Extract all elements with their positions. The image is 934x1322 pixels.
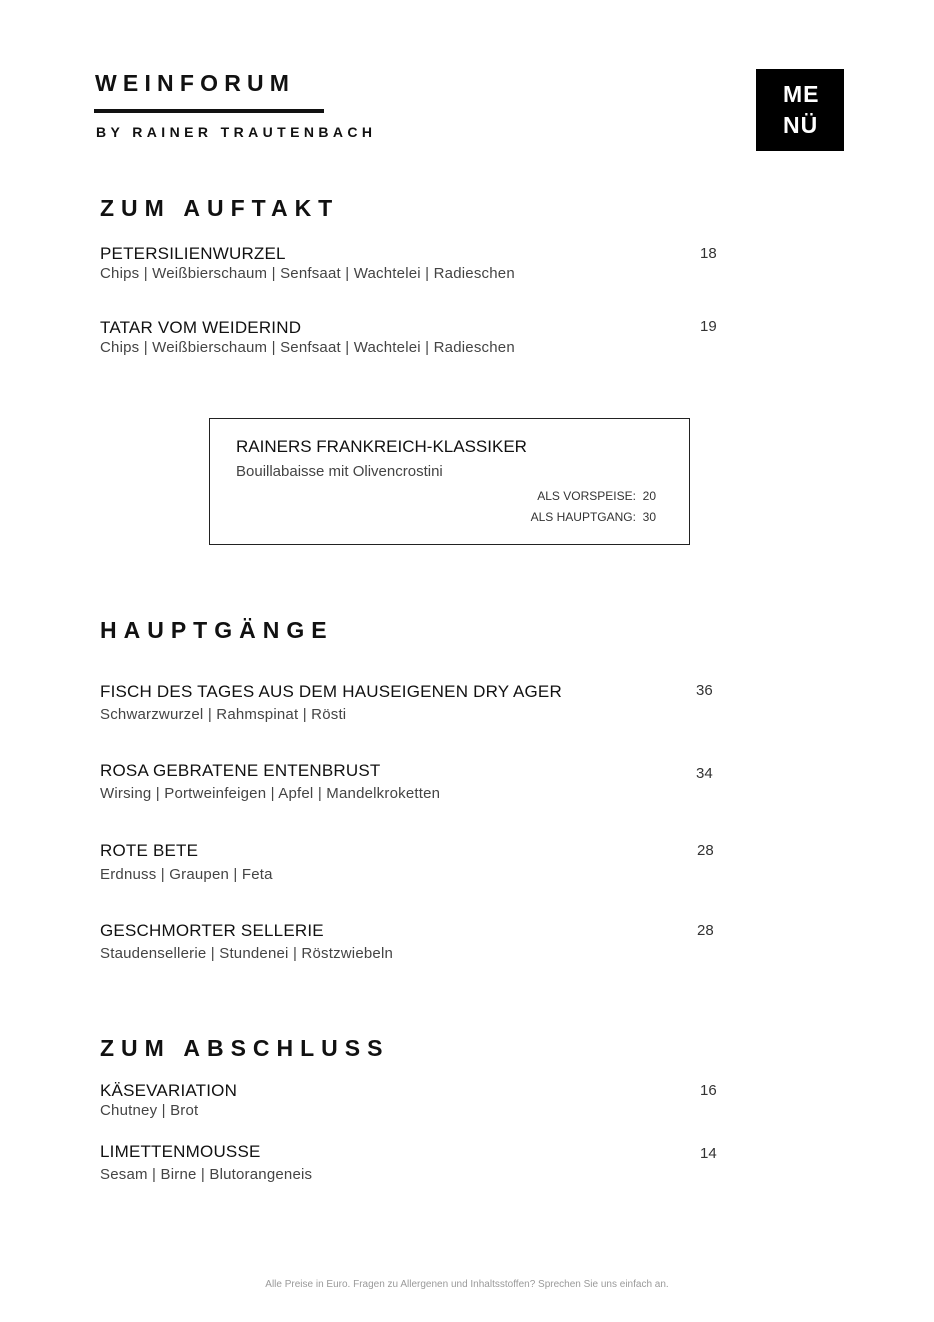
- menu-item-description: Chips | Weißbierschaum | Senfsaat | Wachtelei | Radieschen: [100, 265, 515, 282]
- menu-item-price: 18: [700, 245, 717, 262]
- menu-item-name: KÄSEVARIATION: [100, 1081, 238, 1100]
- special-dish-description: Bouillabaisse mit Olivencrostini: [236, 463, 443, 480]
- menu-item-price: 19: [700, 318, 717, 335]
- menu-item-name: GESCHMORTER SELLERIE: [100, 921, 324, 940]
- special-dish-name: RAINERS FRANKREICH-KLASSIKER: [236, 437, 527, 456]
- section-title-zum-auftakt: ZUM AUFTAKT: [100, 195, 340, 221]
- special-option-main: [531, 510, 656, 524]
- menu-item-name: FISCH DES TAGES AUS DEM HAUSEIGENEN DRY AGER: [100, 682, 562, 701]
- menu-item-description: Schwarzwurzel | Rahmspinat | Rösti: [100, 706, 347, 723]
- menu-item-description: Wirsing | Portweinfeigen | Apfel | Mandelkroketten: [100, 785, 441, 802]
- brand-divider: [94, 109, 324, 113]
- menu-badge-line1: ME: [783, 81, 820, 107]
- section-title-hauptgaenge: HAUPTGÄNGE: [100, 617, 334, 643]
- special-option-label: ALS HAUPTGANG:: [530, 510, 636, 524]
- menu-item-name: ROSA GEBRATENE ENTENBRUST: [100, 761, 381, 780]
- menu-item-description: Chips | Weißbierschaum | Senfsaat | Wachtelei | Radieschen: [100, 339, 515, 356]
- menu-item-price: 34: [696, 765, 713, 782]
- menu-item-price: 36: [696, 682, 713, 699]
- menu-item-description: Chutney | Brot: [100, 1102, 199, 1119]
- footer-note: Alle Preise in Euro. Fragen zu Allergenen und Inhaltsstoffen? Sprechen Sie uns einfach an.: [265, 1279, 669, 1290]
- menu-item-price: 16: [700, 1082, 717, 1099]
- special-option-starter: [537, 489, 656, 503]
- menu-item-description: Erdnuss | Graupen | Feta: [100, 866, 273, 883]
- menu-item-name: LIMETTENMOUSSE: [100, 1142, 261, 1161]
- menu-item-price: 14: [700, 1145, 717, 1162]
- special-option-price: 30: [642, 510, 656, 524]
- menu-item-description: Staudensellerie | Stundenei | Röstzwiebeln: [100, 945, 394, 962]
- brand-subtitle: BY RAINER TRAUTENBACH: [96, 124, 377, 140]
- menu-badge: [756, 69, 844, 151]
- special-option-label: ALS VORSPEISE:: [537, 489, 636, 503]
- menu-badge-line2: NÜ: [783, 112, 819, 138]
- menu-item-name: TATAR VOM WEIDERIND: [100, 318, 302, 337]
- menu-item-description: Sesam | Birne | Blutorangeneis: [100, 1166, 313, 1183]
- menu-item-price: 28: [697, 842, 714, 859]
- menu-item-price: 28: [697, 922, 714, 939]
- menu-item-name: PETERSILIENWURZEL: [100, 244, 286, 263]
- brand-title: WEINFORUM: [95, 70, 296, 96]
- menu-item-name: ROTE BETE: [100, 841, 199, 860]
- special-option-price: 20: [642, 489, 656, 503]
- section-title-zum-abschluss: ZUM ABSCHLUSS: [100, 1035, 390, 1061]
